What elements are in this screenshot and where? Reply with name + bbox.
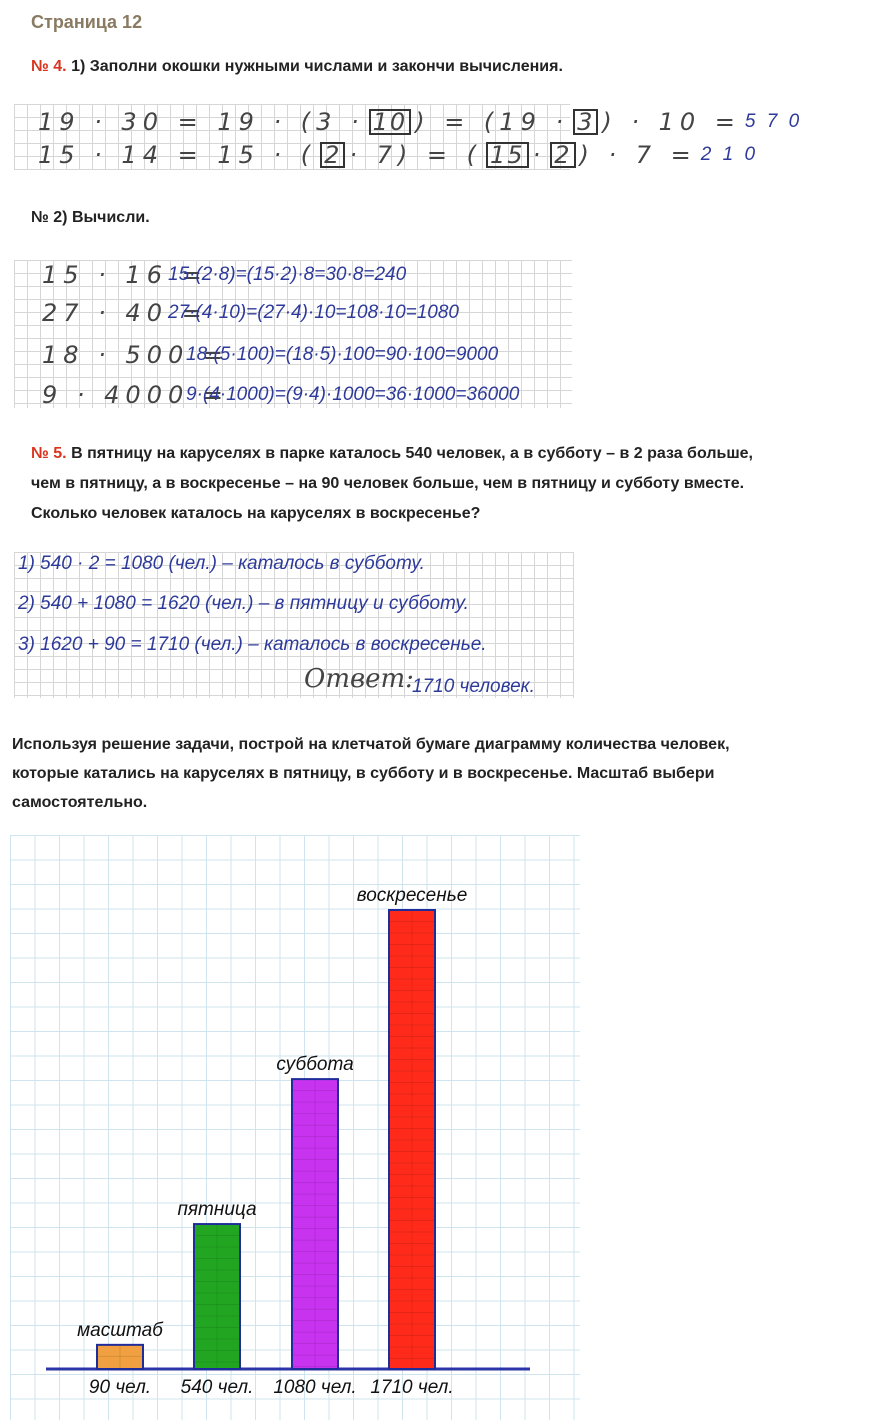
solution-step-2: 2) 540 + 1080 = 1620 (чел.) – в пятницу и субботу. — [18, 593, 469, 614]
calc-line-4: 9 · 4000 = 9·(4·1000)=(9·4)·1000=36·1000=36000 — [42, 381, 520, 409]
task-4-line-1: 19 · 30 = 19 · (3 · 10 ) = (19 · 3 ) · 10 = 5 7 0 — [38, 108, 803, 136]
task-4-answer-2: 2 1 0 — [700, 144, 759, 165]
answer-box: 10 — [369, 109, 412, 135]
calc-line-2: 27 · 40 = 27·(4·10)=(27·4)·10=108·10=1080 — [42, 299, 460, 327]
value-label: 540 чел. — [180, 1377, 254, 1398]
calc-line-3: 18 · 500 = 18·(5·100)=(18·5)·100=90·100=9000 — [42, 341, 499, 369]
bar-chart — [0, 820, 600, 1420]
value-label: 90 чел. — [88, 1377, 152, 1398]
category-label: масштаб — [77, 1319, 163, 1341]
calc-line-1: 15 · 16 = 15·(2·8)=(15·2)·8=30·8=240 — [42, 261, 407, 289]
answer-box: 2 — [550, 142, 575, 168]
answer-box: 2 — [320, 142, 345, 168]
category-label: воскресенье — [356, 885, 468, 906]
chart-task-text: Используя решение задачи, построй на клетчатой бумаге диаграмму количества человек, которые катались на каруселях в пятницу, в субботу и в воскресенье. Масштаб выбери самостоятельно. — [12, 736, 730, 811]
task-4-2-grid — [14, 260, 572, 408]
answer-label: Ответ: — [304, 664, 414, 694]
task-4-text: 1) Заполни окошки нужными числами и закончи вычисления. — [71, 58, 563, 75]
answer-value: 1710 человек. — [412, 676, 535, 697]
task-4-answer-1: 5 7 0 — [744, 111, 803, 132]
answer-box: 15 — [486, 142, 529, 168]
task-4-grid — [14, 104, 803, 170]
category-label: суббота — [276, 1054, 354, 1076]
task-4-number: № 4. — [31, 58, 67, 75]
answer-box: 3 — [573, 109, 598, 135]
value-label: 1710 чел. — [370, 1377, 454, 1398]
solution-step-3: 3) 1620 + 90 = 1710 (чел.) – каталось в воскресенье. — [18, 634, 487, 655]
task-4-heading — [31, 52, 563, 82]
solution-step-1: 1) 540 · 2 = 1080 (чел.) – каталось в субботу. — [18, 553, 425, 574]
page-title: Страница 12 — [31, 12, 143, 32]
task-4-line-2: 15 · 14 = 15 · ( 2 · 7) = ( 15 · 2 ) · 7 = 2 1 0 — [38, 141, 759, 169]
task-5-grid — [14, 552, 574, 698]
task-4-2-heading: № 2) Вычисли. — [31, 209, 150, 226]
task-5-text: № 5. В пятницу на каруселях в парке каталось 540 человек, а в субботу – в 2 раза больше, чем в пятницу, а в воскресенье – на 90 человек больше, чем в пятницу и субботу вместе. Сколько человек каталось на каруселях в воскресенье? — [31, 445, 753, 522]
task-5-number: № 5. — [31, 445, 67, 462]
value-label: 1080 чел. — [273, 1377, 357, 1398]
category-label: пятница — [177, 1199, 257, 1221]
